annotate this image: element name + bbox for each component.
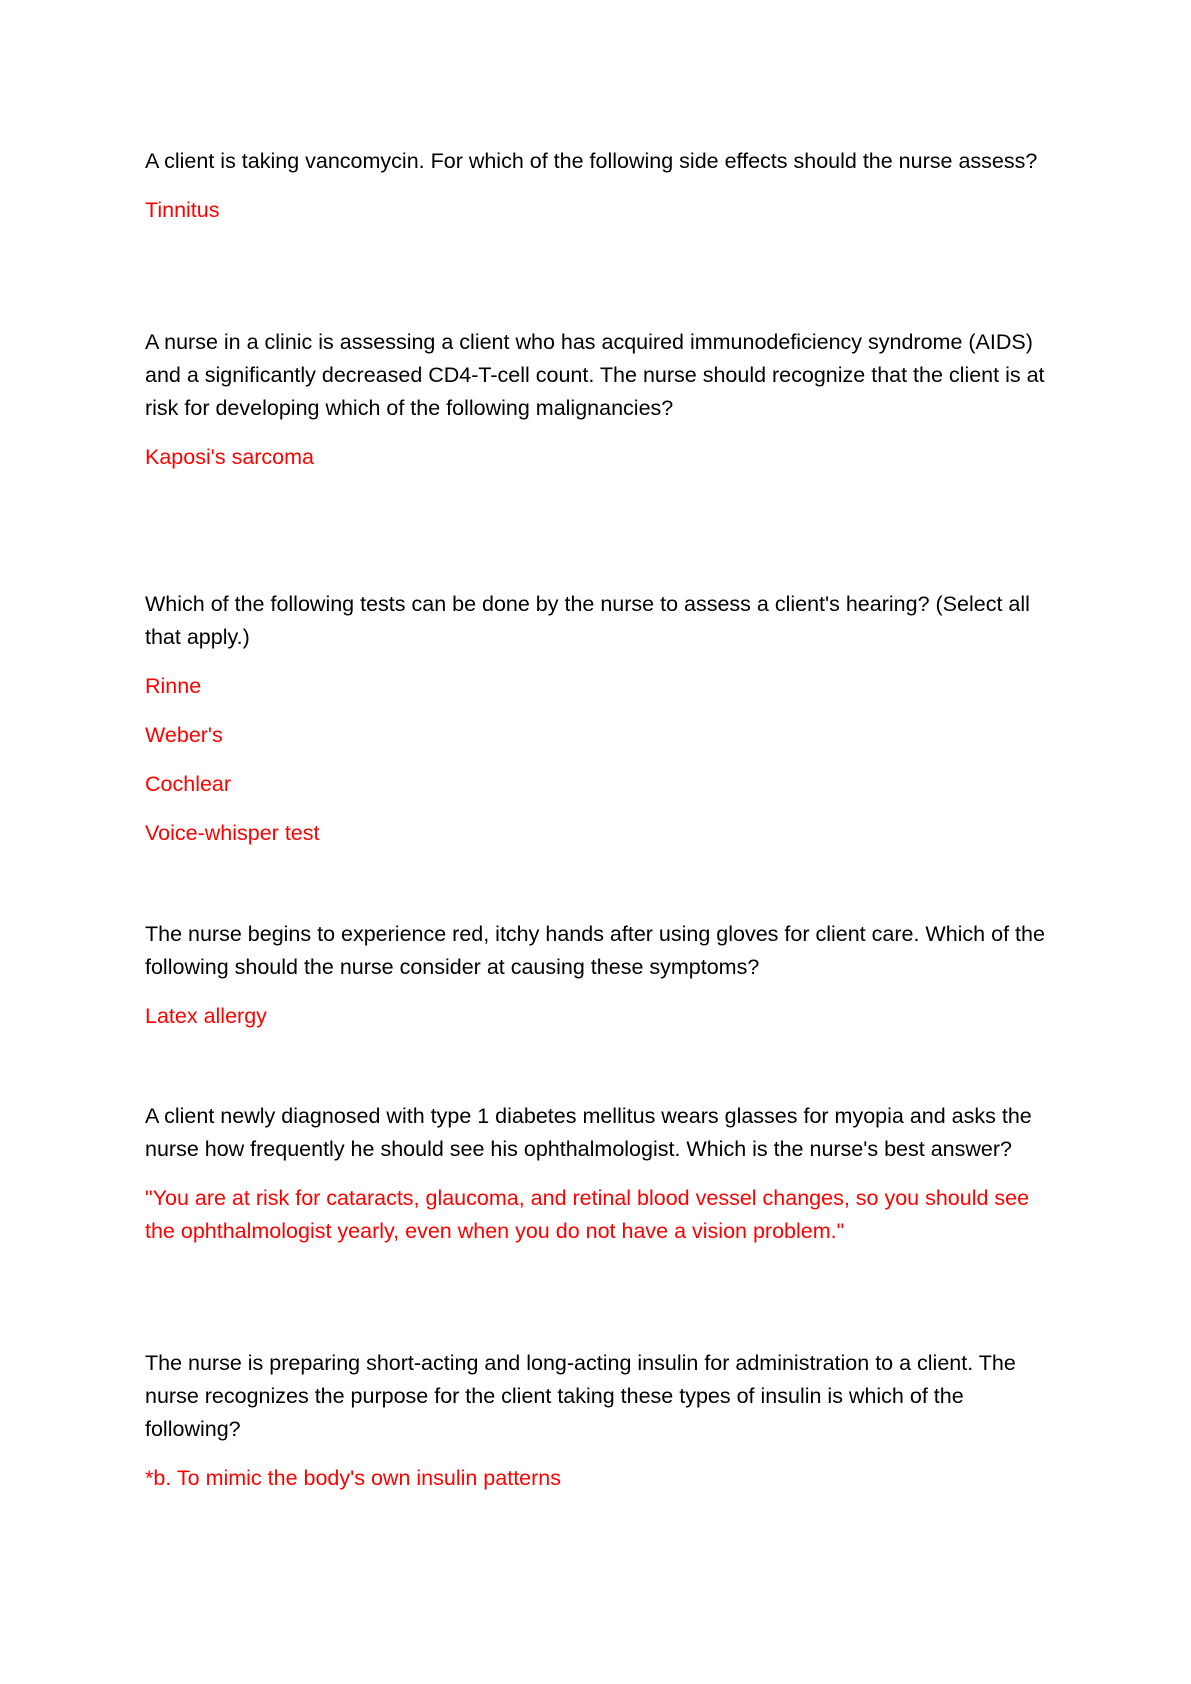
question-text: A nurse in a clinic is assessing a client who has acquired immunodeficiency syndrome (AIDS) and a significantly decreased CD4-T-cell count. The nurse should recognize that the client is at risk for developing which of the following malignancies? [145, 330, 1045, 420]
question-text: A client is taking vancomycin. For which of the following side effects should the nurse assess? [145, 149, 1038, 173]
question-block-2 [145, 326, 1045, 474]
answer-text: Rinne [145, 674, 202, 698]
question-block-4 [145, 918, 1045, 1033]
question-text: A client newly diagnosed with type 1 diabetes mellitus wears glasses for myopia and asks the nurse how frequently he should see his ophthalmologist. Which is the nurse's best answer? [145, 1104, 1032, 1161]
question-text: Which of the following tests can be done by the nurse to assess a client's hearing? (Select all that apply.) [145, 592, 1030, 649]
answer-text: Weber's [145, 723, 223, 747]
question-block-5 [145, 1100, 1045, 1248]
answer-text: "You are at risk for cataracts, glaucoma, and retinal blood vessel changes, so you should see the ophthalmologist yearly, even when you do not have a vision problem." [145, 1186, 1030, 1243]
answer-text: *b. To mimic the body's own insulin patterns [145, 1466, 561, 1490]
question-block-1 [145, 145, 1045, 227]
answer-text: Latex allergy [145, 1004, 267, 1028]
answer-text: Cochlear [145, 772, 232, 796]
answer-text: Kaposi's sarcoma [145, 445, 315, 469]
question-block-3 [145, 588, 1045, 850]
answer-text: Tinnitus [145, 198, 220, 222]
question-text: The nurse is preparing short-acting and long-acting insulin for administration to a client. The nurse recognizes the purpose for the client taking these types of insulin is which of the following? [145, 1351, 1016, 1441]
answer-text: Voice-whisper test [145, 821, 320, 845]
question-block-6 [145, 1347, 1045, 1495]
question-text: The nurse begins to experience red, itchy hands after using gloves for client care. Which of the following should the nurse consider at causing these symptoms? [145, 922, 1045, 979]
